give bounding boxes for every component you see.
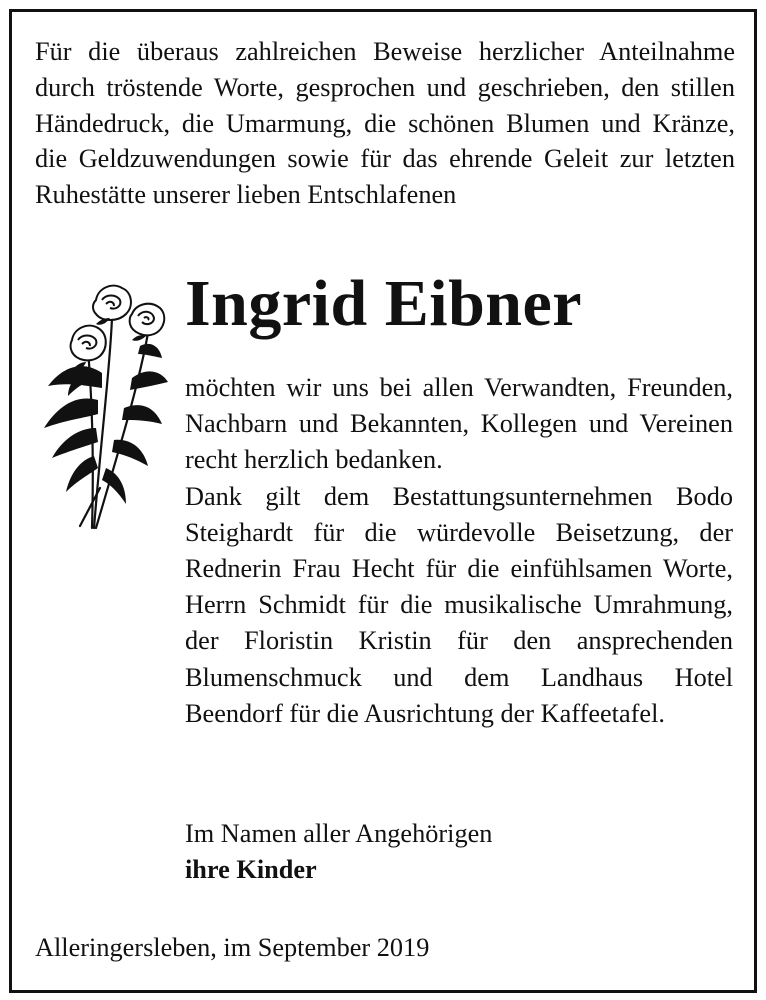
deceased-name: Ingrid Eibner bbox=[185, 267, 583, 340]
roses-icon bbox=[40, 278, 170, 530]
signature-signers: ihre Kinder bbox=[185, 855, 317, 884]
obituary-notice bbox=[9, 9, 757, 993]
place-date: Alleringersleben, im September 2019 bbox=[35, 933, 430, 962]
thanks-paragraph: Dank gilt dem Bestattungsunternehmen Bodo Steighardt für die würdevolle Beisetzung, der Rednerin Frau Hecht für die einfühlsamen Worte, Herrn Schmidt für die musikalische Umrahmung, der Floristin Kristin für den ansprechenden Blumenschmuck und dem Landhaus Hotel Beendorf für die Ausrichtung der Kaffeetafel. bbox=[185, 481, 733, 728]
thanks-text bbox=[185, 370, 733, 732]
signature-line: Im Namen aller Angehörigen bbox=[185, 819, 493, 848]
thanks-paragraph: möchten wir uns bei allen Verwandten, Freunden, Nachbarn und Bekannten, Kollegen und Vereinen recht herzlich bedanken. bbox=[185, 373, 733, 475]
intro-text: Für die überaus zahlreichen Beweise herzlicher Anteilnahme durch tröstende Worte, gesprochen und geschrieben, den stillen Händedruck, die Umarmung, die schönen Blumen und Kränze, die Geldzuwendungen sowie für das ehrende Geleit zur letzten Ruhestätte unserer lieben Entschlafenen bbox=[35, 37, 735, 210]
